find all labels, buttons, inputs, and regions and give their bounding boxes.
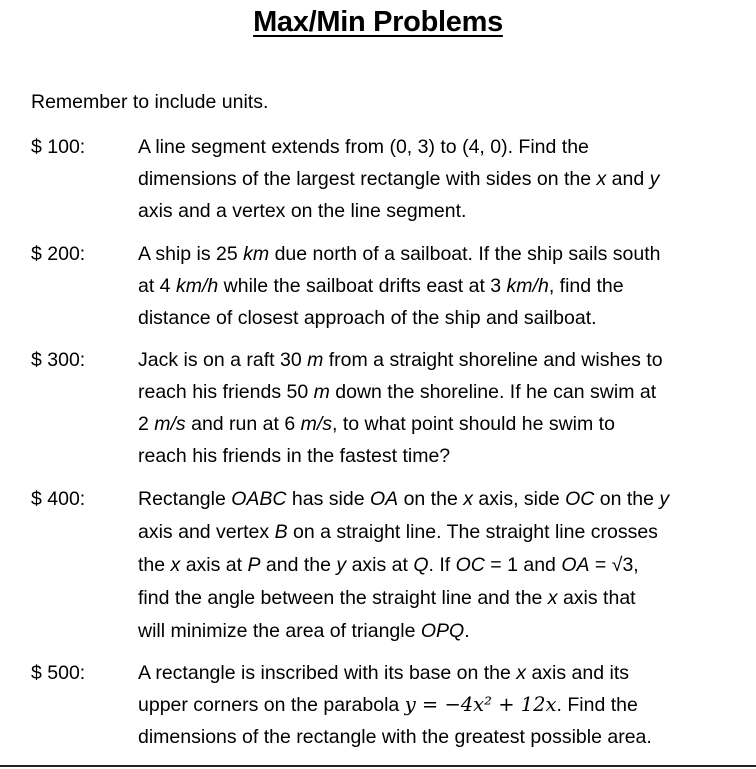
problem-line: A line segment extends from (0, 3) to (4, 0). Find the: [138, 136, 589, 158]
problem-line: dimensions of the largest rectangle with sides on the x and y: [138, 168, 660, 190]
problem-text: [138, 131, 738, 227]
problem-line: Jack is on a raft 30 m from a straight shoreline and wishes to: [138, 349, 663, 371]
parabola-equation: y = −4x² + 12x: [404, 693, 557, 716]
problem-line: the x axis at P and the y axis at Q. If OC = 1 and OA = √3,: [138, 554, 639, 576]
problem-text: [138, 657, 738, 753]
problem-line: axis and a vertex on the line segment.: [138, 200, 467, 222]
problem-text: [138, 238, 738, 334]
problem-amount: $ 200:: [31, 243, 86, 265]
problem-line: at 4 km/h while the sailboat drifts east at 3 km/h, find the: [138, 275, 624, 297]
problem-line: A rectangle is inscribed with its base on the x axis and its: [138, 662, 630, 684]
problem-line: upper corners on the parabola y = −4x² + 12x. Find the: [138, 693, 638, 716]
problem-amount: $ 300:: [31, 349, 86, 371]
problem-line: find the angle between the straight line and the x axis that: [138, 587, 636, 609]
problem-line: will minimize the area of triangle OPQ.: [138, 620, 470, 642]
problem-amount: $ 500:: [31, 662, 86, 684]
problem-line: reach his friends 50 m down the shoreline. If he can swim at: [138, 381, 657, 403]
page-title: Max/Min Problems: [253, 6, 503, 38]
problem-line: distance of closest approach of the ship and sailboat.: [138, 307, 597, 329]
problem-line: A ship is 25 km due north of a sailboat. If the ship sails south: [138, 243, 661, 265]
problem-line: axis and vertex B on a straight line. The straight line crosses: [138, 521, 658, 543]
problem-line: dimensions of the rectangle with the greatest possible area.: [138, 726, 652, 748]
problem-line: Rectangle OABC has side OA on the x axis, side OC on the y: [138, 488, 670, 510]
problem-line: 2 m/s and run at 6 m/s, to what point should he swim to: [138, 413, 615, 435]
problem-amount: $ 100:: [31, 136, 86, 158]
problem-text: [138, 344, 738, 472]
problem-line: reach his friends in the fastest time?: [138, 445, 451, 467]
units-reminder: Remember to include units.: [31, 91, 269, 113]
problem-amount: $ 400:: [31, 488, 86, 510]
problem-text: [138, 483, 738, 648]
bottom-divider: [0, 765, 756, 767]
